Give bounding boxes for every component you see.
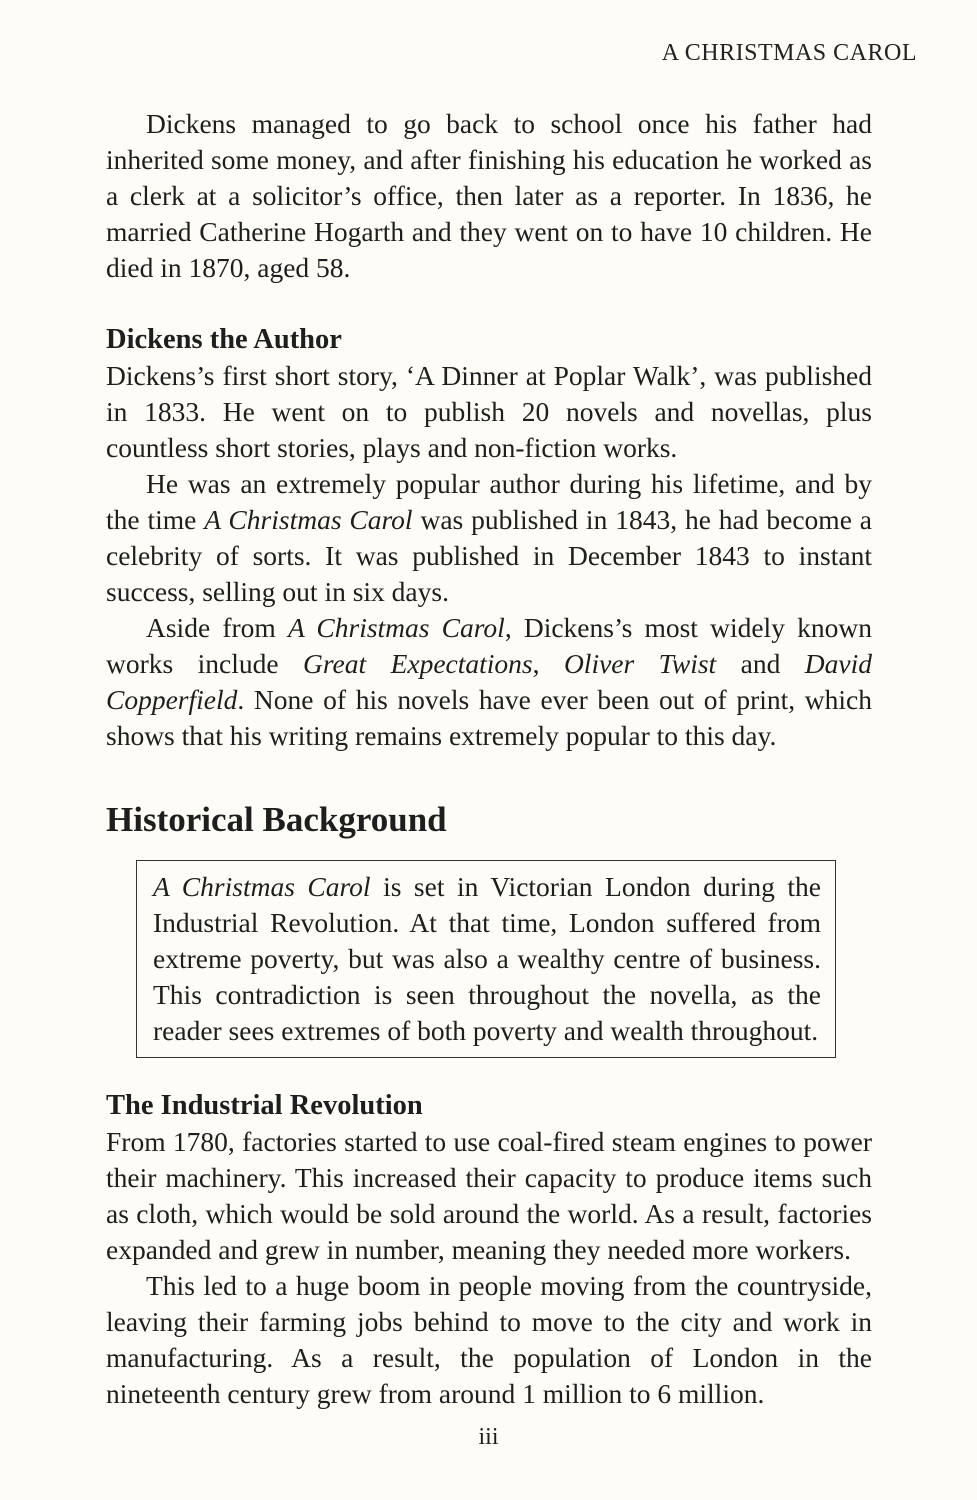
book-title: A Christmas Carol [204,504,413,535]
text-run: , [532,648,564,679]
text-run: , Dickens’s most widely known works include [106,612,872,679]
author-paragraph-3 [106,610,872,754]
biography-paragraph: Dickens managed to go back to school once his father had inherited some money, and after finishing his education he worked as a clerk at a solicitor’s office, then later as a reporter. In 1836, he married Catherine Hogarth and they went on to have 10 children. He died in 1870, aged 58. [106,108,872,283]
book-title: Great Expectations [303,648,533,679]
text-run: Aside from [146,612,288,643]
section-heading-industrial: The Industrial Revolution [106,1090,423,1121]
section-heading-historical: Historical Background [106,800,447,839]
spacer [106,1058,872,1088]
page-body [106,106,872,1412]
book-title: Oliver Twist [563,648,717,679]
page-number: iii [478,1424,499,1450]
author-paragraph-2 [106,466,872,610]
spacer [106,754,872,798]
author-paragraph-1: Dickens’s first short story, ‘A Dinner at Poplar Walk’, was published in 1833. He went on to publish 20 novels and novellas, plus countless short stories, plays and non-fiction works. [106,360,872,463]
book-title: A Christmas Carol [153,871,371,902]
industrial-paragraph-1: From 1780, factories started to use coal-fired steam engines to power their machinery. This increased their capacity to produce items such as cloth, which would be sold around the world. As a result, factories expanded and grew in number, meaning they needed more workers. [106,1126,872,1265]
spacer [106,286,872,322]
text-run: is set in Victorian London during the Industrial Revolution. At that time, London suffered from extreme poverty, but was also a wealthy centre of business. This contradiction is seen throughout the novella, as the reader sees extremes of both poverty and wealth throughout. [153,871,821,1046]
text-run: . None of his novels have ever been out of print, which shows that his writing remains extremely popular to this day. [106,684,872,751]
book-title: A Christmas Carol [287,612,505,643]
text-run: He was an extremely popular author during his lifetime, and by the time [106,468,872,535]
summary-box-text [137,869,835,1049]
text-run: and [716,648,805,679]
industrial-paragraph-2: This led to a huge boom in people moving from the countryside, leaving their farming jobs behind to move to the city and work in manufacturing. As a result, the population of London in the nineteenth century grew from around 1 million to 6 million. [106,1270,872,1409]
book-title: David Copperfield [106,648,872,715]
summary-box [136,860,836,1058]
section-heading-author: Dickens the Author [106,324,342,355]
running-head: A CHRISTMAS CAROL [661,40,917,66]
text-run: was published in 1843, he had become a celebrity of sorts. It was published in December 1843 to instant success, selling out in six days. [106,504,872,607]
